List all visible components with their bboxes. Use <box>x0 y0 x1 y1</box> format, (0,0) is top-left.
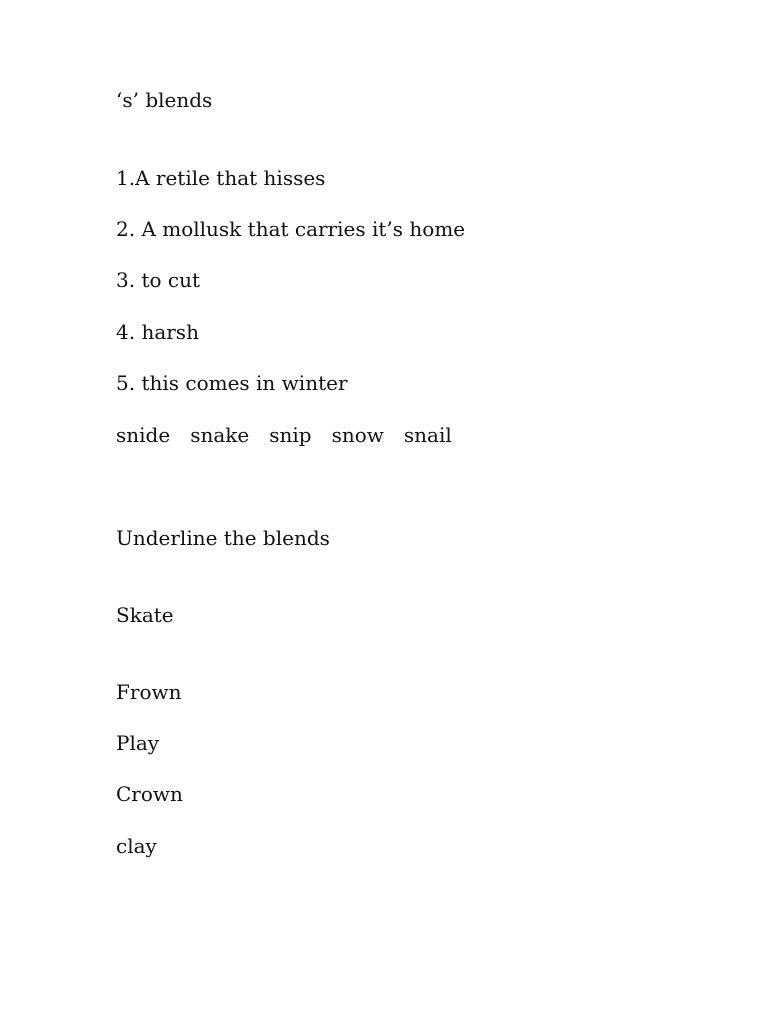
word-bank-item: snip <box>269 423 312 447</box>
word-bank-item: snail <box>403 423 452 447</box>
question-2: 2. A mollusk that carries it’s home <box>116 217 466 241</box>
blend-word-1: Skate <box>116 603 174 627</box>
word-bank-item: snide <box>116 423 171 447</box>
question-1: 1.A retile that hisses <box>116 166 326 190</box>
blend-word-3: Play <box>116 731 160 755</box>
worksheet-title: ‘s’ blends <box>116 88 213 112</box>
question-3: 3. to cut <box>116 268 200 292</box>
section-heading: Underline the blends <box>116 526 330 550</box>
question-4: 4. harsh <box>116 320 199 344</box>
word-bank-item: snake <box>190 423 250 447</box>
question-5: 5. this comes in winter <box>116 371 348 395</box>
word-bank-item: snow <box>331 423 384 447</box>
blend-word-2: Frown <box>116 680 182 704</box>
blend-word-5: clay <box>116 834 157 858</box>
word-bank <box>116 423 452 447</box>
blend-word-4: Crown <box>116 782 183 806</box>
